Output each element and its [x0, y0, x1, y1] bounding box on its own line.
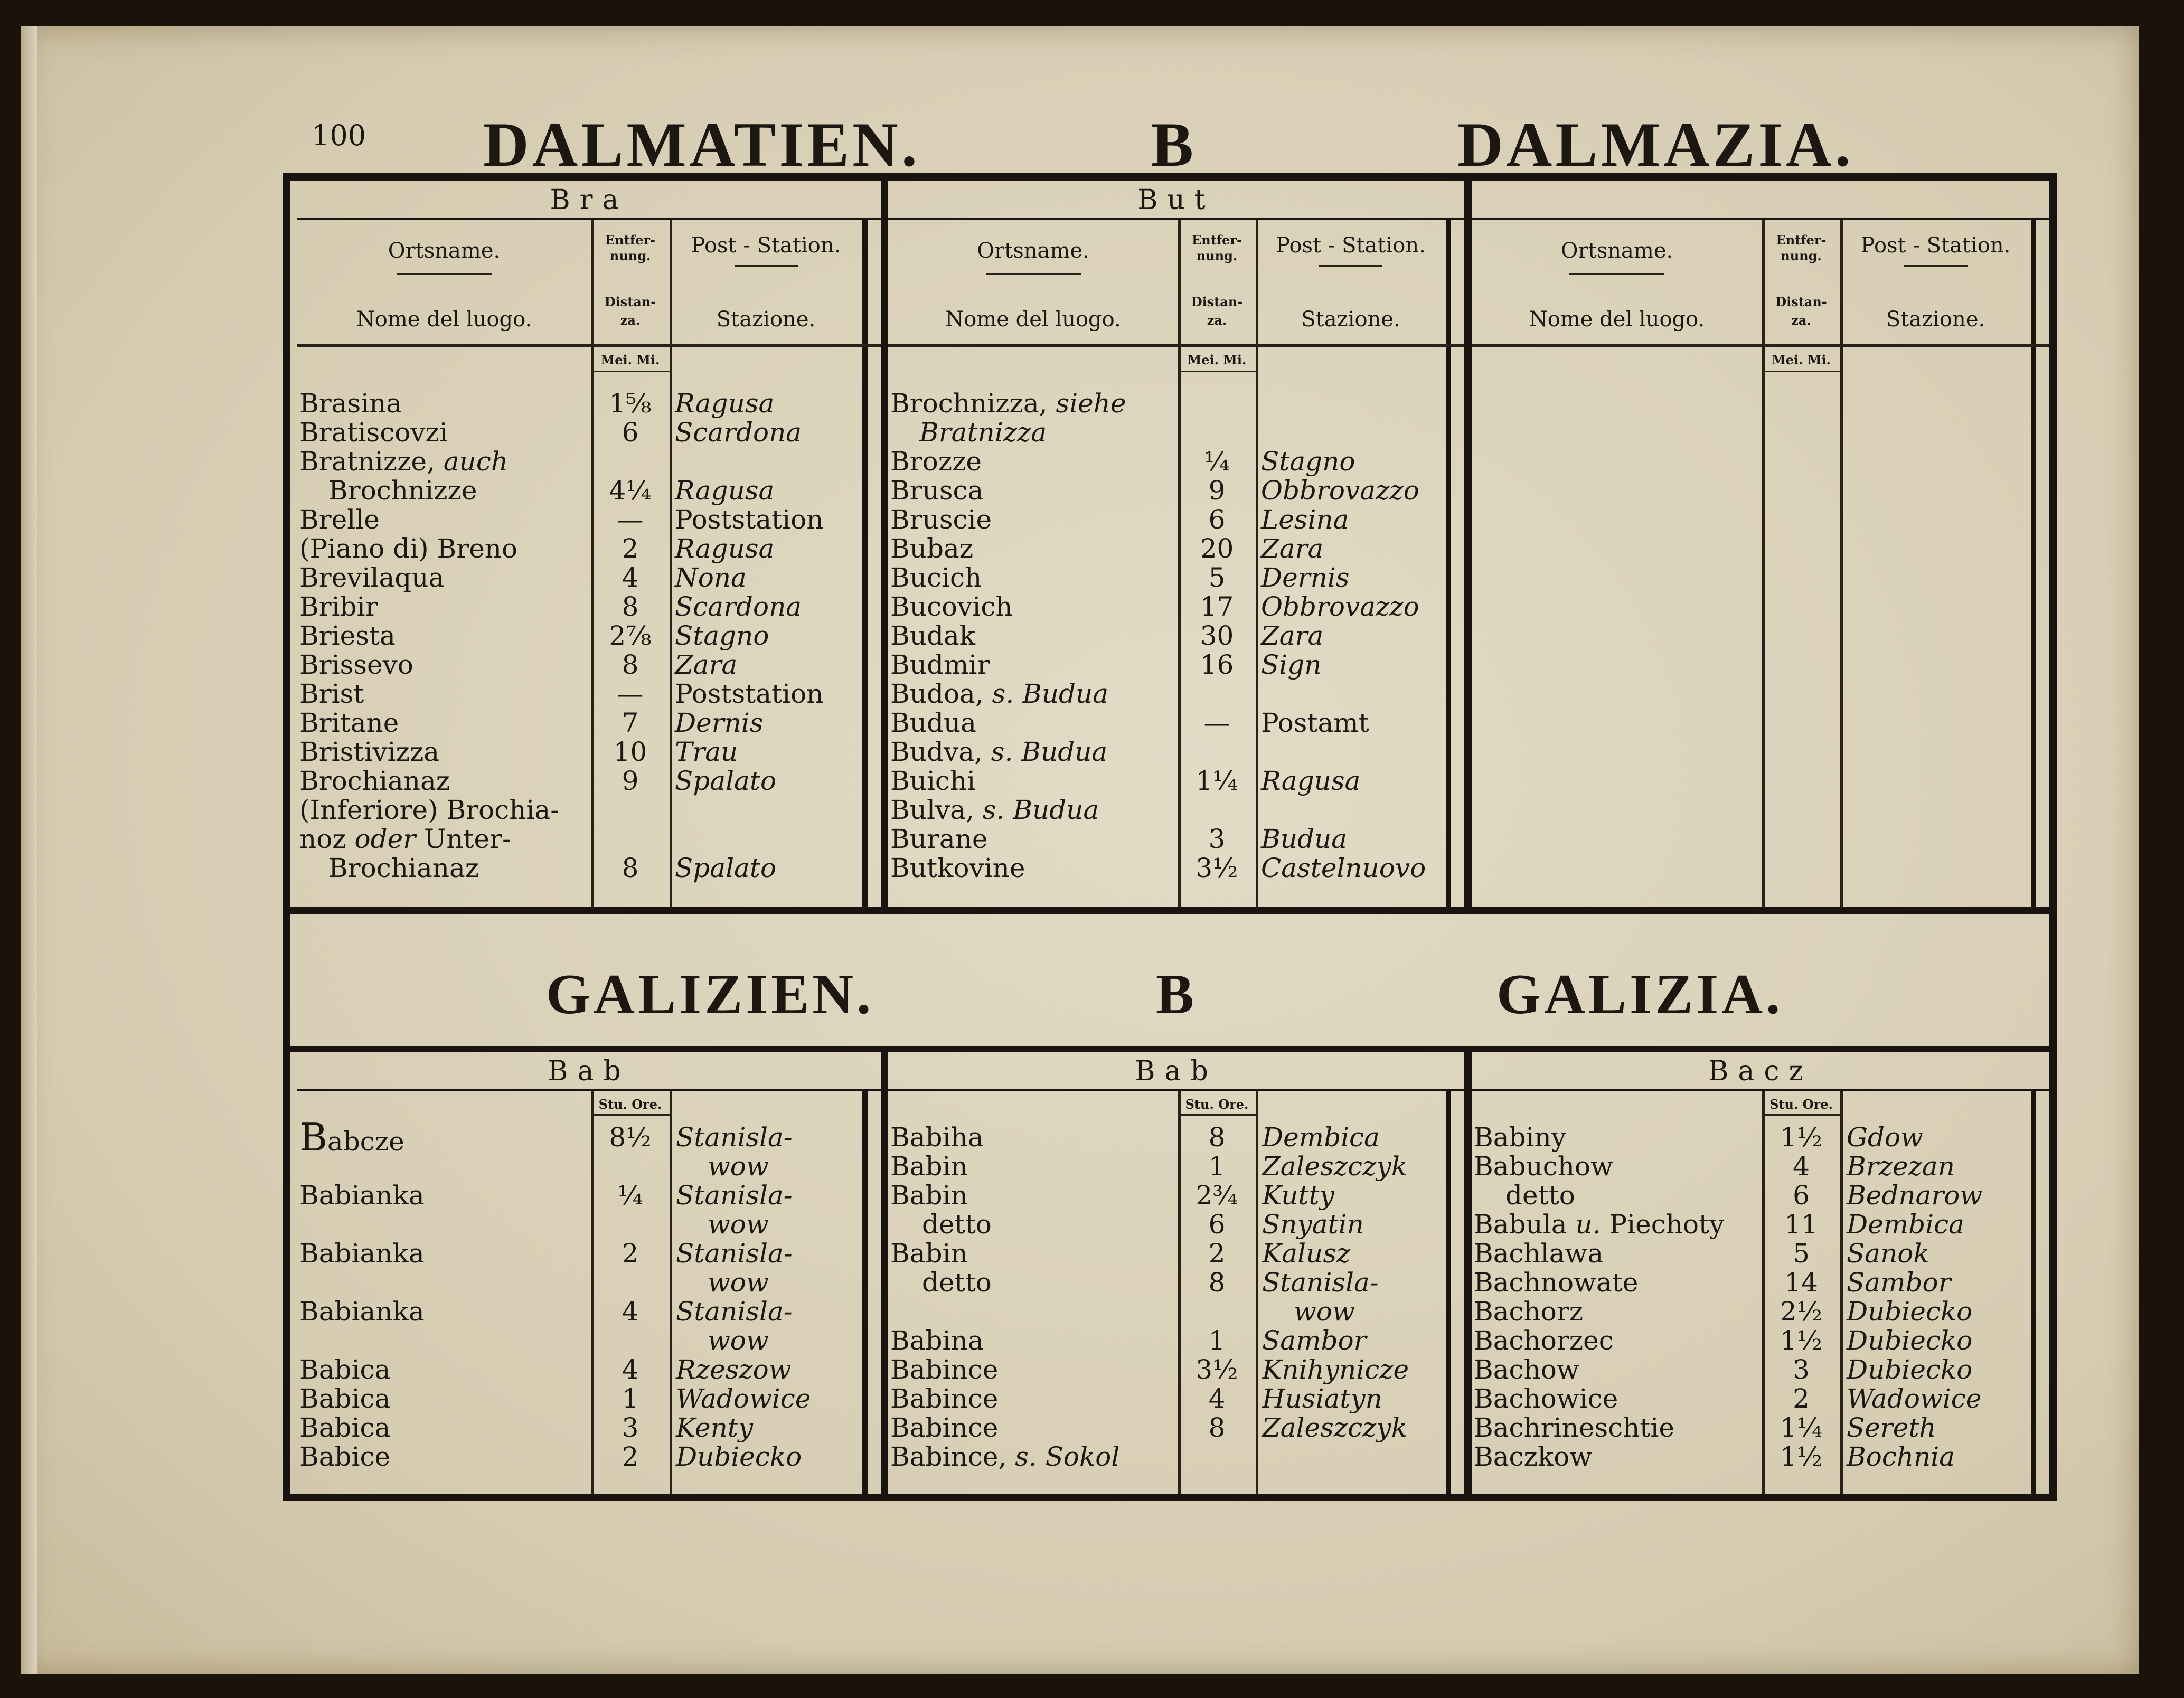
entry-post-station: Stanisla-: [1262, 1267, 1379, 1298]
group-label: But: [888, 181, 1464, 220]
entry-distance: 8: [622, 649, 639, 680]
entry-name: Baczkow: [1474, 1441, 1593, 1472]
header-stazione: Stazione.: [1301, 307, 1400, 332]
group-empty: [1472, 181, 2049, 907]
group-label: Bra: [297, 181, 881, 220]
entry-post-station: Scardona: [675, 591, 802, 622]
entry-name: Britane: [299, 708, 399, 738]
entry-name: Brochnizze: [328, 475, 477, 506]
entry-distance: 6: [1793, 1180, 1810, 1211]
entry-post-station: Zaleszczyk: [1262, 1151, 1408, 1182]
entry-distance: 4¼: [609, 475, 652, 506]
entry-post-station: Zara: [1261, 533, 1324, 564]
entry-post-station: Gdow: [1847, 1122, 1923, 1153]
entry-name: Bulva, s. Budua: [890, 795, 1099, 825]
entry-post-station: Stanisla-: [676, 1180, 793, 1211]
entry-name: Babina: [890, 1325, 984, 1356]
entry-post-station: Dembica: [1262, 1122, 1380, 1153]
entry-name: (Piano di) Breno: [299, 533, 518, 564]
column-rule: [1256, 1091, 1258, 1494]
entry-name: Bachorzec: [1474, 1325, 1614, 1356]
entry-distance: 17: [1200, 591, 1234, 622]
title-letter-2: B: [1156, 963, 1198, 1026]
group-label: [1472, 181, 2049, 220]
entry-name: Babince: [890, 1383, 999, 1414]
entry-name: Babica: [299, 1412, 391, 1443]
entry-post-station: Stanisla-: [676, 1122, 793, 1153]
title-galizien: GALIZIEN.: [546, 963, 874, 1026]
entry-post-station: Ragusa: [675, 475, 775, 506]
header-unit: Mei. Mi.: [600, 352, 660, 367]
entry-name: Bachnowate: [1474, 1267, 1639, 1298]
header-post: Post - Station.: [1276, 233, 1426, 258]
entry-post-station: Dubiecko: [1847, 1325, 1973, 1356]
entry-distance: 30: [1200, 620, 1234, 651]
unit-rule: [1178, 1114, 1256, 1116]
column-rule: [670, 1091, 672, 1494]
entry-post-station: Nona: [675, 562, 747, 593]
entry-distance: ¼: [617, 1180, 643, 1211]
entry-post-station: Dubiecko: [1847, 1296, 1973, 1327]
entry-post-station: Zaleszczyk: [1262, 1412, 1408, 1443]
header-entf2: nung.: [609, 248, 651, 263]
entry-distance: 4: [622, 562, 639, 593]
unit-rule: [591, 371, 670, 372]
entry-post-station: wow: [708, 1151, 769, 1182]
header-unit: Stu. Ore.: [1185, 1097, 1249, 1112]
entry-distance: ¼: [1204, 446, 1230, 477]
entry-distance: 16: [1200, 649, 1234, 680]
header-entf1: Entfer-: [605, 232, 656, 248]
entry-distance: 2⅞: [609, 620, 652, 651]
header-rule: [1472, 344, 2049, 347]
entry-post-station: Stagno: [675, 620, 769, 651]
entry-post-station: wow: [708, 1209, 769, 1240]
entry-name: (Inferiore) Brochia-: [299, 795, 560, 825]
column-rule: [2031, 1091, 2036, 1494]
header-nome: Nome del luogo.: [356, 307, 532, 332]
entry-distance: 1: [1208, 1151, 1226, 1182]
entry-distance: 20: [1200, 533, 1234, 564]
entry-name: Babice: [299, 1441, 391, 1472]
entry-name: Bachorz: [1474, 1296, 1584, 1327]
header-post: Post - Station.: [691, 233, 841, 258]
entry-name: Babuchow: [1474, 1151, 1613, 1182]
entry-name: Bucich: [890, 562, 982, 593]
entry-name: detto: [922, 1209, 992, 1240]
entry-post-station: Kenty: [676, 1412, 754, 1443]
header-nome: Nome del luogo.: [1529, 307, 1705, 332]
column-rule: [1840, 1091, 1843, 1494]
entry-post-station: Dembica: [1847, 1209, 1964, 1240]
entry-name: Brist: [299, 678, 364, 709]
entry-name: Babin: [890, 1180, 968, 1211]
entry-distance: 1: [1208, 1325, 1226, 1356]
entry-distance: 2: [1793, 1383, 1810, 1414]
entry-post-station: Postamt: [1261, 708, 1369, 738]
entry-distance: 8½: [609, 1122, 652, 1153]
entry-post-station: Poststation: [675, 504, 824, 535]
header-entf2: nung.: [1196, 248, 1238, 263]
entry-name: Babula u. Piechoty: [1474, 1209, 1725, 1240]
entry-post-station: Wadowice: [1847, 1383, 1982, 1414]
group-label: Bacz: [1472, 1052, 2049, 1091]
entry-name: Brevilaqua: [299, 562, 445, 593]
entry-post-station: Zara: [1261, 620, 1324, 651]
entry-name: Babiny: [1474, 1122, 1566, 1153]
entry-post-station: Kalusz: [1262, 1238, 1351, 1269]
entry-distance: 8: [1208, 1122, 1226, 1153]
column-rule: [2031, 220, 2036, 907]
entry-name: Bribir: [299, 591, 378, 622]
entry-name: Babcze: [299, 1115, 404, 1159]
group-label: Bab: [888, 1052, 1464, 1091]
header-stazione: Stazione.: [1886, 307, 1985, 332]
unit-rule: [1762, 371, 1840, 372]
column-rule: [862, 220, 868, 907]
entry-name: Babin: [890, 1151, 968, 1182]
column-rule: [1446, 220, 1451, 907]
entry-post-station: Sign: [1261, 649, 1322, 680]
entry-distance: 2½: [1780, 1296, 1823, 1327]
entry-post-station: wow: [1294, 1296, 1355, 1327]
entry-distance: 5: [1793, 1238, 1810, 1269]
title-letter: B: [1151, 109, 1197, 180]
entry-distance: 4: [622, 1354, 639, 1385]
entry-distance: —: [617, 678, 644, 709]
entry-distance: 8: [622, 591, 639, 622]
entry-distance: 3: [1208, 824, 1226, 854]
entry-name: Babin: [890, 1238, 968, 1269]
entry-post-station: Bednarow: [1847, 1180, 1983, 1211]
header-dist2: za.: [620, 313, 641, 328]
entry-name: Brelle: [299, 504, 380, 535]
entry-post-station: Sambor: [1847, 1267, 1951, 1298]
header-dist1: Distan-: [1191, 294, 1243, 309]
entry-post-station: Dernis: [675, 708, 764, 738]
entry-post-station: Scardona: [675, 417, 802, 448]
header-underline: [397, 273, 492, 275]
entry-name: Briesta: [299, 620, 396, 651]
entry-post-station: Obbrovazzo: [1261, 475, 1419, 506]
entry-distance: 8: [1208, 1267, 1226, 1298]
entry-distance: 6: [1208, 1209, 1226, 1240]
entry-name: Bubaz: [890, 533, 974, 564]
title-dalmatien: DALMATIEN.: [483, 109, 920, 180]
entry-distance: 2: [1208, 1238, 1226, 1269]
entry-name: Bachlawa: [1474, 1238, 1604, 1269]
entry-name: detto: [1505, 1180, 1575, 1211]
entry-name: Babica: [299, 1354, 391, 1385]
entry-name: Babiha: [890, 1122, 984, 1153]
entry-name: Budua: [890, 708, 976, 738]
entry-name: Brasina: [299, 388, 402, 419]
header-underline: [1569, 273, 1664, 275]
entry-post-station: Ragusa: [675, 533, 775, 564]
header-entf1: Entfer-: [1191, 232, 1242, 248]
entry-name: Babianka: [299, 1180, 425, 1211]
entry-name: Bruscie: [890, 504, 992, 535]
entry-distance: 2: [622, 533, 639, 564]
header-underline: [1904, 265, 1968, 267]
entry-distance: 3½: [1195, 853, 1238, 883]
column-rule: [1446, 1091, 1451, 1494]
entry-post-station: Ragusa: [675, 388, 775, 419]
page-gutter: [21, 26, 37, 1674]
entry-post-station: Sambor: [1262, 1325, 1367, 1356]
header-unit: Mei. Mi.: [1187, 352, 1247, 367]
unit-rule: [1178, 371, 1256, 372]
entry-post-station: Stanisla-: [676, 1296, 793, 1327]
entry-name: Bachowice: [1474, 1383, 1618, 1414]
entry-distance: 4: [622, 1296, 639, 1327]
entry-post-station: Spalato: [675, 766, 777, 796]
group-label: Bab: [297, 1052, 881, 1091]
entry-name: Brochnizza, siehe: [890, 388, 1126, 419]
entry-post-station: Sanok: [1847, 1238, 1929, 1269]
entry-name: Babince: [890, 1354, 999, 1385]
entry-distance: 1½: [1780, 1325, 1823, 1356]
entry-name: Butkovine: [890, 853, 1025, 883]
entry-distance: —: [617, 504, 644, 535]
header-underline: [1319, 265, 1382, 267]
entry-distance: 7: [622, 708, 639, 738]
entry-distance: 6: [1208, 504, 1226, 535]
entry-post-station: Obbrovazzo: [1261, 591, 1419, 622]
entry-name: Babince: [890, 1412, 999, 1443]
entry-distance: 1½: [1780, 1122, 1823, 1153]
entry-distance: 2¾: [1195, 1180, 1238, 1211]
entry-distance: 9: [622, 766, 639, 796]
entry-name: Budva, s. Budua: [890, 737, 1108, 767]
entry-name: Bratnizze, auch: [299, 446, 509, 477]
galizien-section: [297, 1052, 2049, 1494]
entry-name: Babianka: [299, 1238, 425, 1269]
header-unit: Stu. Ore.: [598, 1097, 662, 1112]
entry-post-station: Lesina: [1261, 504, 1349, 535]
header-underline: [735, 265, 798, 267]
entry-name: Babica: [299, 1383, 391, 1414]
entry-post-station: Dubiecko: [1847, 1354, 1973, 1385]
entry-name: Bucovich: [890, 591, 1013, 622]
entry-post-station: Poststation: [675, 678, 824, 709]
header-ortsname: Ortsname.: [977, 239, 1089, 263]
header-rule: [297, 344, 881, 347]
title-galizia: GALIZIA.: [1496, 963, 1784, 1026]
entry-post-station: Rzeszow: [676, 1354, 792, 1385]
entry-distance: 6: [622, 417, 639, 448]
entry-name: Brissevo: [299, 649, 413, 680]
entry-post-station: Snyatin: [1262, 1209, 1364, 1240]
entry-name: Babince, s. Sokol: [890, 1441, 1120, 1472]
entry-distance: 3: [622, 1412, 639, 1443]
entry-distance: 2: [622, 1441, 639, 1472]
entry-distance: —: [1203, 708, 1230, 738]
entry-name: Bachrineschtie: [1474, 1412, 1674, 1443]
header-ortsname: Ortsname.: [388, 239, 501, 263]
entry-post-station: Spalato: [675, 853, 777, 883]
entry-name: Brochianaz: [299, 766, 450, 796]
header-dist1: Distan-: [1775, 294, 1827, 309]
entry-post-station: wow: [708, 1267, 769, 1298]
entry-distance: 1¼: [1780, 1412, 1823, 1443]
entry-name: Bachow: [1474, 1354, 1579, 1385]
header-ortsname: Ortsname.: [1560, 239, 1673, 263]
entry-name: Bratnizza: [919, 417, 1047, 448]
entry-distance: 8: [1208, 1412, 1226, 1443]
entry-name: Babianka: [299, 1296, 425, 1327]
entry-distance: 3½: [1195, 1354, 1238, 1385]
entry-name: Budmir: [890, 649, 990, 680]
dalmatien-section: [297, 181, 2049, 907]
entry-post-station: Knihynicze: [1262, 1354, 1409, 1385]
unit-rule: [1762, 1114, 1840, 1116]
entry-post-station: Ragusa: [1261, 766, 1361, 796]
header-post: Post - Station.: [1860, 233, 2011, 258]
entry-name: noz oder Unter-: [299, 824, 511, 854]
entry-name: Brusca: [890, 475, 984, 506]
header-dist2: za.: [1791, 313, 1811, 328]
title-dalmazia: DALMAZIA.: [1457, 109, 1854, 180]
entry-distance: 1½: [1780, 1441, 1823, 1472]
header-underline: [986, 273, 1081, 275]
entry-distance: 4: [1208, 1383, 1226, 1414]
header-nome: Nome del luogo.: [945, 307, 1121, 332]
entry-distance: 10: [613, 737, 647, 767]
entry-distance: 1: [622, 1383, 639, 1414]
header-entf2: nung.: [1781, 248, 1822, 263]
unit-rule: [591, 1114, 670, 1116]
entry-post-station: wow: [708, 1325, 769, 1356]
entry-post-station: Stagno: [1261, 446, 1355, 477]
header-stazione: Stazione.: [716, 307, 816, 332]
entry-distance: 8: [622, 853, 639, 883]
header-unit: Mei. Mi.: [1772, 352, 1831, 367]
header-unit: Stu. Ore.: [1769, 1097, 1833, 1112]
entry-post-station: Budua: [1261, 824, 1347, 854]
page-number: 100: [312, 119, 366, 152]
entry-name: Budoa, s. Budua: [890, 678, 1109, 709]
entry-distance: 1¼: [1195, 766, 1238, 796]
entry-post-station: Dubiecko: [676, 1441, 802, 1472]
entry-name: detto: [922, 1267, 992, 1298]
entry-name: Budak: [890, 620, 976, 651]
entry-distance: 5: [1208, 562, 1226, 593]
entry-post-station: Dernis: [1261, 562, 1350, 593]
entry-name: Bristivizza: [299, 737, 440, 767]
entry-post-station: Bochnia: [1847, 1441, 1955, 1472]
entry-post-station: Husiatyn: [1262, 1383, 1382, 1414]
entry-post-station: Sereth: [1847, 1412, 1936, 1443]
entry-post-station: Kutty: [1262, 1180, 1334, 1211]
entry-name: Burane: [890, 824, 988, 854]
entry-distance: 2: [622, 1238, 639, 1269]
register-table: [283, 173, 2057, 1501]
entry-distance: 4: [1793, 1151, 1810, 1182]
column-rule: [862, 1091, 868, 1494]
entry-name: Bratiscovzi: [299, 417, 448, 448]
entry-post-station: Trau: [675, 737, 738, 767]
entry-post-station: Castelnuovo: [1261, 853, 1426, 883]
header-dist2: za.: [1207, 313, 1227, 328]
entry-post-station: Zara: [675, 649, 738, 680]
entry-name: Buichi: [890, 766, 976, 796]
entry-distance: 9: [1208, 475, 1226, 506]
entry-post-station: Wadowice: [676, 1383, 811, 1414]
entry-post-station: Brzezan: [1847, 1151, 1955, 1182]
entry-distance: 14: [1784, 1267, 1818, 1298]
entry-post-station: Stanisla-: [676, 1238, 793, 1269]
entry-name: Brozze: [890, 446, 982, 477]
entry-distance: 3: [1793, 1354, 1810, 1385]
header-dist1: Distan-: [604, 294, 656, 309]
entry-distance: 1⅝: [609, 388, 652, 419]
header-rule: [888, 344, 1464, 347]
header-entf1: Entfer-: [1776, 232, 1827, 248]
entry-distance: 11: [1784, 1209, 1818, 1240]
entry-name: Brochianaz: [328, 853, 479, 883]
